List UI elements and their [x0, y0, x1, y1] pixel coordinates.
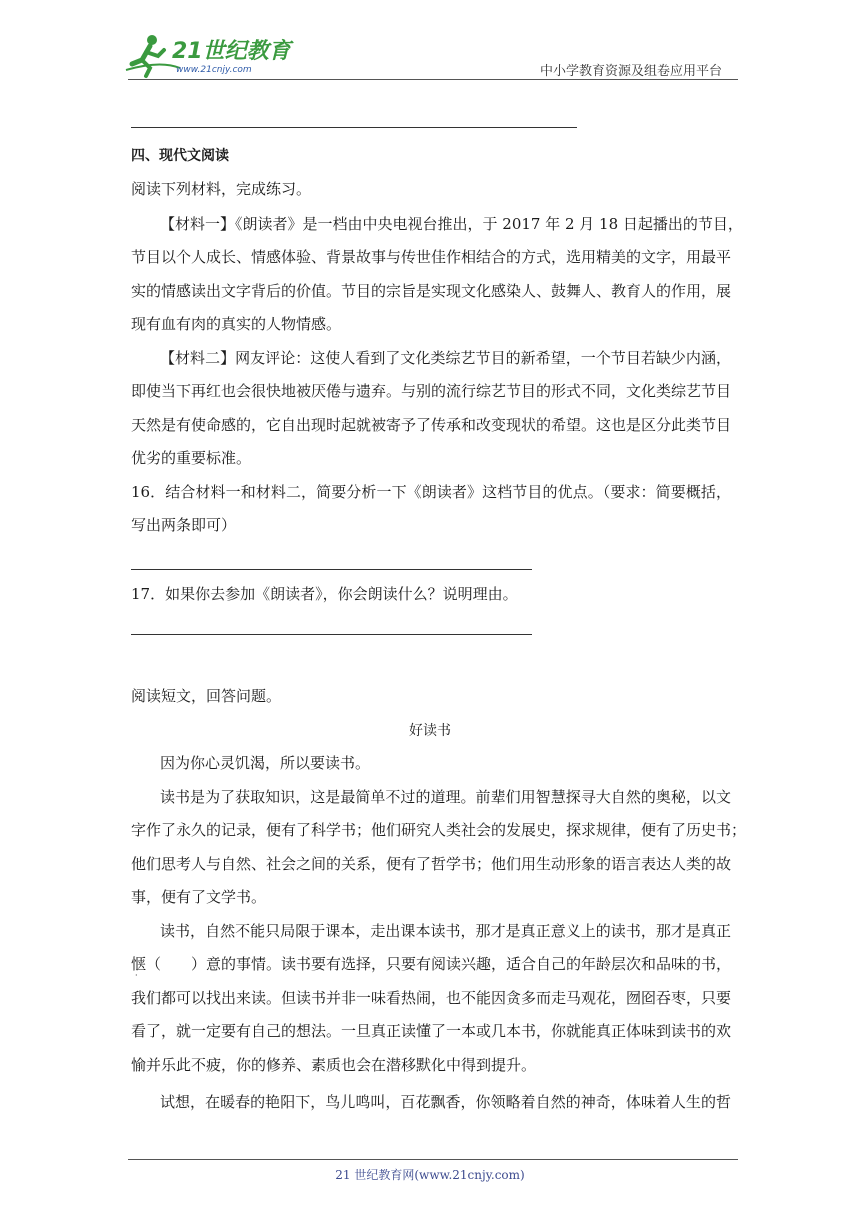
reading-intro: 阅读短文，回答问题。: [131, 687, 282, 705]
passage-paragraph: 因为你心灵饥渴，所以要读书。: [160, 754, 371, 772]
footer-text: 21 世纪教育网(www.21cnjy.com): [335, 1168, 525, 1182]
passage-paragraph: 试想，在暖春的艳阳下，鸟儿鸣叫，百花飘香，你领略着自然的神奇，体味着人生的哲: [160, 1093, 731, 1111]
material2-line: 优劣的重要标准。: [131, 449, 252, 467]
material1-line: 节目以个人成长、情感体验、背景故事与传世佳作相结合的方式，选用精美的文字，用最平: [131, 248, 732, 266]
footer-divider: [128, 1159, 738, 1160]
passage-paragraph: 字作了永久的记录，便有了科学书；他们研究人类社会的发展史，探求规律，便有了历史书；: [131, 821, 747, 839]
material1-line: 实的情感读出文字背后的价值。节目的宗旨是实现文化感染人、鼓舞人、教育人的作用，展: [131, 282, 732, 300]
answer-line: [131, 127, 577, 128]
passage-paragraph: 看了，就一定要有自己的想法。一旦真正读懂了一本或几本书，你就能真正体味到读书的欢: [131, 1022, 732, 1040]
svg-text:www.21cnjy.com: www.21cnjy.com: [176, 65, 252, 75]
pinyin-blank[interactable]: （ ）: [146, 955, 207, 973]
passage-title: 好读书: [409, 723, 451, 739]
passage-paragraph: 我们都可以找出来读。但读书并非一味看热闹，也不能因贪多而走马观花，囫囵吞枣，只要: [131, 989, 732, 1007]
answer-line-q16[interactable]: [131, 569, 532, 570]
site-logo: [120, 30, 295, 80]
material1-line: 现有血有肉的真实的人物情感。: [131, 315, 342, 333]
passage-paragraph-with-blank: 惬 · （ ）意的事情。读书要有选择，只要有阅读兴趣，适合自己的年龄层次和品味的书，: [131, 955, 732, 980]
platform-name: 中小学教育资源及组卷应用平台: [540, 64, 723, 79]
header-divider: [128, 79, 738, 80]
section-title: 四、现代文阅读: [131, 148, 229, 164]
passage-paragraph: 读书是为了获取知识，这是最简单不过的道理。前辈们用智慧探寻大自然的奥秘，以文: [160, 788, 731, 806]
material2-line: 天然是有使命感的，它自出现时起就被寄予了传承和改变现状的希望。这也是区分此类节目: [131, 416, 732, 434]
answer-line-q17[interactable]: [131, 634, 532, 635]
material1-line: 【材料一】《朗读者》是一档由中央电视台推出，于 2017 年 2 月 18 日起播出的节目，: [160, 215, 743, 233]
question-16: 写出两条即可）: [131, 516, 237, 534]
passage-paragraph: 读书，自然不能只局限于课本，走出课本读书，那才是真正意义上的读书，那才是真正: [160, 922, 731, 940]
emphasis-dot: ·: [135, 971, 138, 980]
material2-line: 即使当下再红也会很快地被厌倦与遗弃。与别的流行综艺节目的形式不同，文化类综艺节目: [131, 382, 732, 400]
question-17: 17．如果你去参加《朗读者》，你会朗读什么？说明理由。: [131, 585, 518, 603]
dotted-char: 惬 ·: [131, 955, 147, 980]
passage-paragraph: 他们思考人与自然、社会之间的关系，便有了哲学书；他们用生动形象的语言表达人类的故: [131, 855, 732, 873]
question-16: 16．结合材料一和材料二，简要分析一下《朗读者》这档节目的优点。（要求：简要概括，: [131, 483, 731, 501]
passage-paragraph: 事，便有了文学书。: [131, 888, 267, 906]
material2-line: 【材料二】网友评论：这使人看到了文化类综艺节目的新希望，一个节目若缺少内涵，: [160, 349, 731, 367]
svg-text:21世纪教育: 21世纪教育: [172, 39, 291, 64]
section-intro: 阅读下列材料，完成练习。: [131, 180, 312, 198]
passage-paragraph: 愉并乐此不疲，你的修养、素质也会在潜移默化中得到提升。: [131, 1056, 537, 1074]
